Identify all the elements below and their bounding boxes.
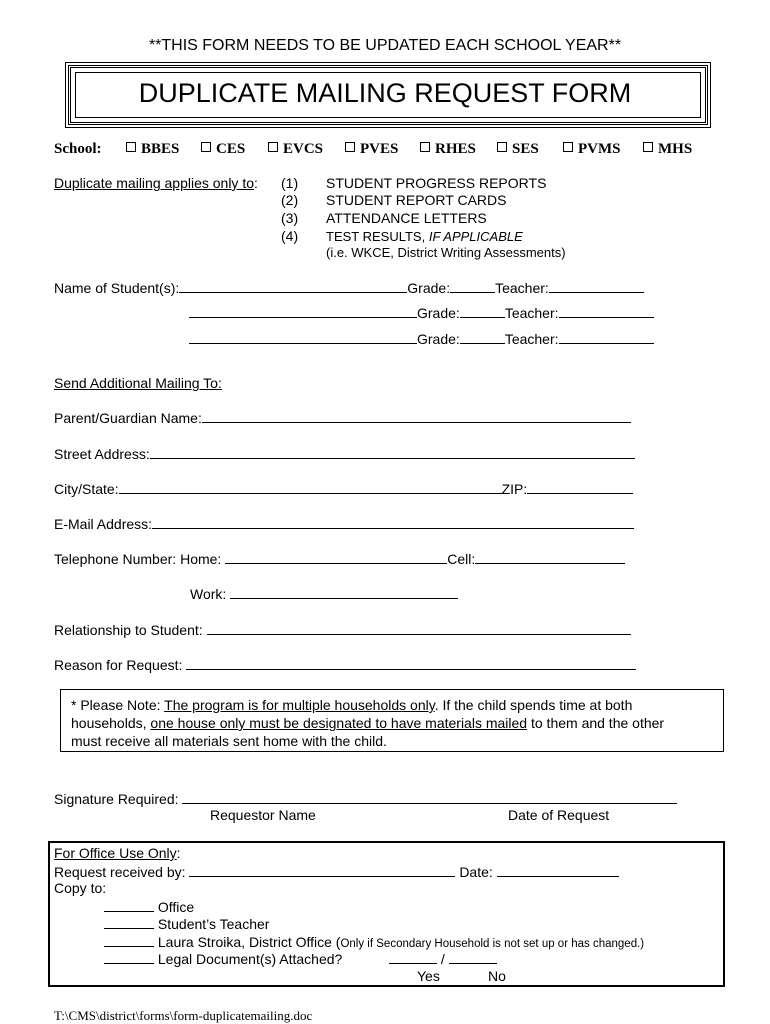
- parent-field[interactable]: [202, 409, 631, 423]
- copy-teacher-field[interactable]: [104, 915, 154, 929]
- teacher-label: Teacher:: [504, 331, 559, 347]
- yes-caption: Yes: [417, 968, 440, 984]
- copy-office-row: Office: [104, 898, 194, 915]
- grade-field[interactable]: [450, 279, 495, 293]
- reason-field[interactable]: [186, 656, 636, 670]
- teacher-field[interactable]: [559, 304, 654, 318]
- phone-row: [54, 550, 625, 567]
- student-row-3: [189, 330, 654, 347]
- relationship-row: [54, 621, 631, 638]
- cell-label: Cell:: [447, 551, 476, 567]
- checkbox-icon: [126, 142, 136, 152]
- school-option-pves[interactable]: PVES: [345, 141, 398, 158]
- copy-laura-field[interactable]: [104, 933, 154, 947]
- applies-num-2: (2): [281, 192, 299, 208]
- received-label: Request received by:: [54, 864, 186, 880]
- mailing-heading: Send Additional Mailing To:: [54, 375, 222, 391]
- date-of-request-caption: Date of Request: [508, 807, 610, 823]
- home-label: Home:: [180, 551, 222, 567]
- applies-label: Duplicate mailing applies only to:: [54, 175, 258, 191]
- checkbox-icon: [563, 142, 573, 152]
- checkbox-icon: [345, 142, 355, 152]
- grade-label: Grade:: [417, 305, 460, 321]
- copy-teacher-row: Student’s Teacher: [104, 915, 269, 932]
- requestor-name-caption: Requestor Name: [210, 807, 316, 823]
- applies-item-4: TEST RESULTS, IF APPLICABLE: [326, 229, 523, 244]
- teacher-label: Teacher:: [504, 305, 559, 321]
- applies-item-2: STUDENT REPORT CARDS: [326, 192, 507, 208]
- relationship-label: Relationship to Student:: [54, 622, 203, 638]
- reason-row: [54, 656, 636, 673]
- email-row: [54, 515, 634, 532]
- teacher-field[interactable]: [559, 330, 654, 344]
- city-field[interactable]: [119, 480, 502, 494]
- email-label: E-Mail Address:: [54, 516, 153, 532]
- received-field[interactable]: [189, 863, 455, 877]
- grade-label: Grade:: [417, 331, 460, 347]
- school-label: School:: [54, 141, 102, 157]
- zip-field[interactable]: [527, 480, 633, 494]
- student-name-label: Name of Student(s):: [54, 280, 180, 296]
- zip-label: ZIP:: [501, 481, 528, 497]
- office-heading: For Office Use Only:: [54, 845, 181, 861]
- checkbox-icon: [643, 142, 653, 152]
- legal-no-field[interactable]: [449, 950, 497, 964]
- checkbox-icon: [268, 142, 278, 152]
- office-date-label: Date:: [459, 864, 493, 880]
- street-label: Street Address:: [54, 446, 150, 462]
- email-field[interactable]: [152, 515, 634, 529]
- relationship-field[interactable]: [207, 621, 631, 635]
- applies-num-4: (4): [281, 228, 299, 244]
- student-name-field[interactable]: [189, 330, 417, 344]
- checkbox-icon: [420, 142, 430, 152]
- student-name-field[interactable]: [179, 279, 407, 293]
- work-label: Work:: [190, 586, 227, 602]
- phone-label: Telephone Number:: [54, 551, 177, 567]
- checkbox-icon: [201, 142, 211, 152]
- applies-num-3: (3): [281, 210, 299, 226]
- student-row-1: [54, 279, 644, 296]
- copy-office-field[interactable]: [104, 898, 154, 912]
- form-title: DUPLICATE MAILING REQUEST FORM: [138, 78, 632, 108]
- home-phone-field[interactable]: [225, 550, 447, 564]
- school-option-bbes[interactable]: BBES: [126, 141, 179, 158]
- file-path-footer: T:\CMS\district\forms\form-duplicatemailing.doc: [54, 1008, 313, 1023]
- applies-item-3: ATTENDANCE LETTERS: [326, 210, 487, 226]
- parent-row: [54, 409, 631, 426]
- legal-doc-field[interactable]: [104, 950, 154, 964]
- signature-field[interactable]: [182, 790, 677, 804]
- copy-to-label: Copy to:: [54, 880, 107, 896]
- received-row: [54, 863, 619, 880]
- school-option-ces[interactable]: CES: [201, 141, 245, 158]
- signature-row: [54, 790, 677, 807]
- street-row: [54, 445, 635, 462]
- applies-sub: (i.e. WKCE, District Writing Assessments): [326, 245, 566, 260]
- office-date-field[interactable]: [497, 863, 619, 877]
- student-name-field[interactable]: [189, 304, 417, 318]
- school-option-mhs[interactable]: MHS: [643, 141, 692, 158]
- applies-num-1: (1): [281, 175, 299, 191]
- student-row-2: [189, 304, 654, 321]
- school-option-evcs[interactable]: EVCS: [268, 141, 323, 158]
- grade-label: Grade:: [407, 280, 451, 296]
- no-caption: No: [488, 968, 506, 984]
- cell-phone-field[interactable]: [475, 550, 625, 564]
- teacher-label: Teacher:: [495, 280, 549, 296]
- city-label: City/State:: [54, 481, 119, 497]
- school-option-ses[interactable]: SES: [497, 141, 539, 158]
- grade-field[interactable]: [460, 330, 505, 344]
- legal-doc-row: Legal Document(s) Attached?: [104, 950, 342, 967]
- school-option-pvms[interactable]: PVMS: [563, 141, 621, 158]
- checkbox-icon: [497, 142, 507, 152]
- copy-laura-row: Laura Stroika, District Office (Only if Secondary Household is not set up or has changed.): [104, 933, 644, 950]
- reason-label: Reason for Request:: [54, 657, 183, 673]
- parent-label: Parent/Guardian Name:: [54, 410, 202, 426]
- street-field[interactable]: [150, 445, 635, 459]
- school-option-rhes[interactable]: RHES: [420, 141, 476, 158]
- applies-item-1: STUDENT PROGRESS REPORTS: [326, 175, 547, 191]
- work-row: [190, 585, 458, 602]
- update-notice: **THIS FORM NEEDS TO BE UPDATED EACH SCHOOL YEAR**: [148, 37, 622, 54]
- teacher-field[interactable]: [549, 279, 644, 293]
- signature-label: Signature Required:: [54, 791, 179, 807]
- work-phone-field[interactable]: [230, 585, 458, 599]
- legal-yes-field[interactable]: [389, 950, 437, 964]
- yes-no-fields: /: [389, 950, 497, 967]
- city-row: [54, 480, 633, 497]
- grade-field[interactable]: [460, 304, 505, 318]
- note-text: * Please Note: The program is for multiple households only. If the child spends time at both households, one house only must be designated to have materials mailed to them and the other must receive all materials sent home with the child.: [71, 697, 665, 749]
